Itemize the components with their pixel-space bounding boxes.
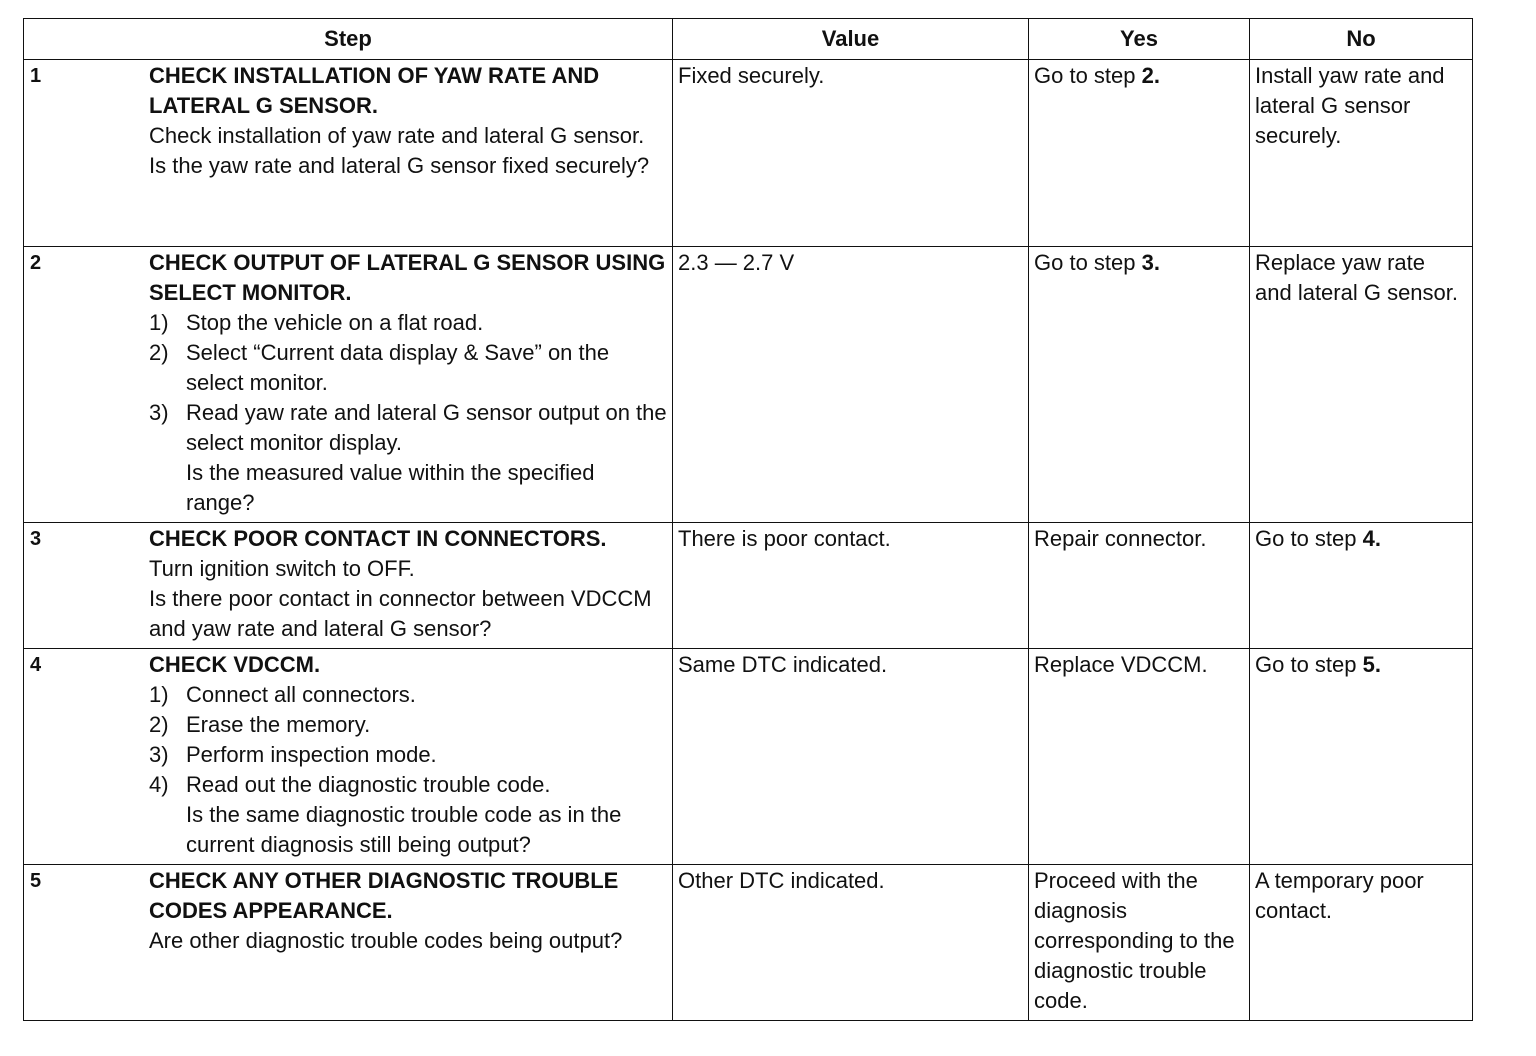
header-no: No: [1250, 19, 1473, 60]
sub-step: [149, 680, 667, 710]
no-cell: [1250, 649, 1473, 865]
step-cell: [24, 60, 673, 247]
sub-step: [149, 710, 667, 740]
table-row: [24, 523, 1473, 649]
sub-step-text: Read yaw rate and lateral G sensor output on the select monitor display.: [186, 400, 667, 455]
step-title: CHECK POOR CONTACT IN CONNECTORS.: [149, 526, 607, 551]
no-cell: A temporary poor contact.: [1250, 865, 1473, 1021]
sub-step-number: 4): [149, 772, 169, 797]
value-cell: Other DTC indicated.: [673, 865, 1029, 1021]
sub-step-number: 2): [149, 712, 169, 737]
no-step-ref: 5.: [1362, 652, 1381, 677]
sub-step: [149, 398, 667, 458]
sub-step-text: Perform inspection mode.: [186, 742, 437, 767]
header-value: Value: [673, 19, 1029, 60]
no-cell: [1250, 523, 1473, 649]
sub-step: [149, 308, 667, 338]
step-number: 5: [30, 870, 42, 892]
diagnostic-table: [23, 18, 1473, 1021]
no-text: Go to step: [1255, 526, 1363, 551]
step-instruction: Check installation of yaw rate and lateral G sensor.: [149, 123, 645, 148]
sub-step-number: 1): [149, 682, 169, 707]
step-number: 2: [30, 252, 42, 274]
yes-cell: Replace VDCCM.: [1029, 649, 1250, 865]
step-cell: [24, 865, 673, 1021]
table-header-row: [24, 19, 1473, 60]
yes-text: Go to step: [1034, 63, 1142, 88]
sub-step-number: 1): [149, 310, 169, 335]
yes-step-ref: 2.: [1141, 63, 1160, 88]
yes-cell: Repair connector.: [1029, 523, 1250, 649]
yes-cell: [1029, 247, 1250, 523]
step-title: CHECK INSTALLATION OF YAW RATE AND LATERAL G SENSOR.: [149, 63, 600, 118]
header-step: Step: [24, 19, 673, 60]
header-yes: Yes: [1029, 19, 1250, 60]
step-title: CHECK ANY OTHER DIAGNOSTIC TROUBLE CODES APPEARANCE.: [149, 868, 619, 923]
sub-step-number: 3): [149, 742, 169, 767]
sub-step-number: 2): [149, 340, 169, 365]
sub-step: [149, 770, 667, 800]
no-text: Go to step: [1255, 652, 1363, 677]
step-question: Is there poor contact in connector between VDCCM and yaw rate and lateral G sensor?: [149, 586, 652, 641]
step-cell: [24, 247, 673, 523]
table-row: [24, 865, 1473, 1021]
step-question: Is the measured value within the specified range?: [186, 460, 595, 515]
yes-text: Go to step: [1034, 250, 1142, 275]
step-question: Are other diagnostic trouble codes being output?: [149, 928, 623, 953]
step-title: CHECK VDCCM.: [149, 652, 321, 677]
step-cell: [24, 523, 673, 649]
sub-step-text: Select “Current data display & Save” on the select monitor.: [186, 340, 610, 395]
step-number: 1: [30, 65, 42, 87]
value-cell: Same DTC indicated.: [673, 649, 1029, 865]
table-row: [24, 247, 1473, 523]
step-number: 3: [30, 528, 42, 550]
yes-cell: Proceed with the diagnosis corresponding to the diagnostic trouble code.: [1029, 865, 1250, 1021]
no-cell: Replace yaw rate and lateral G sensor.: [1250, 247, 1473, 523]
sub-step-number: 3): [149, 400, 169, 425]
sub-step: [149, 338, 667, 398]
step-question: Is the yaw rate and lateral G sensor fixed securely?: [149, 153, 650, 178]
step-question: Is the same diagnostic trouble code as in the current diagnosis still being output?: [186, 802, 622, 857]
no-cell: Install yaw rate and lateral G sensor securely.: [1250, 60, 1473, 247]
step-title: CHECK OUTPUT OF LATERAL G SENSOR USING SELECT MONITOR.: [149, 250, 666, 305]
sub-step-text: Connect all connectors.: [186, 682, 416, 707]
value-cell: Fixed securely.: [673, 60, 1029, 247]
sub-step-text: Stop the vehicle on a flat road.: [186, 310, 484, 335]
sub-step-text: Erase the memory.: [186, 712, 371, 737]
no-step-ref: 4.: [1362, 526, 1381, 551]
yes-cell: [1029, 60, 1250, 247]
table-row: [24, 649, 1473, 865]
table-row: [24, 60, 1473, 247]
yes-step-ref: 3.: [1141, 250, 1160, 275]
sub-step: [149, 740, 667, 770]
step-number: 4: [30, 654, 42, 676]
step-cell: [24, 649, 673, 865]
value-cell: 2.3 — 2.7 V: [673, 247, 1029, 523]
value-cell: There is poor contact.: [673, 523, 1029, 649]
step-instruction: Turn ignition switch to OFF.: [149, 556, 415, 581]
sub-step-text: Read out the diagnostic trouble code.: [186, 772, 551, 797]
